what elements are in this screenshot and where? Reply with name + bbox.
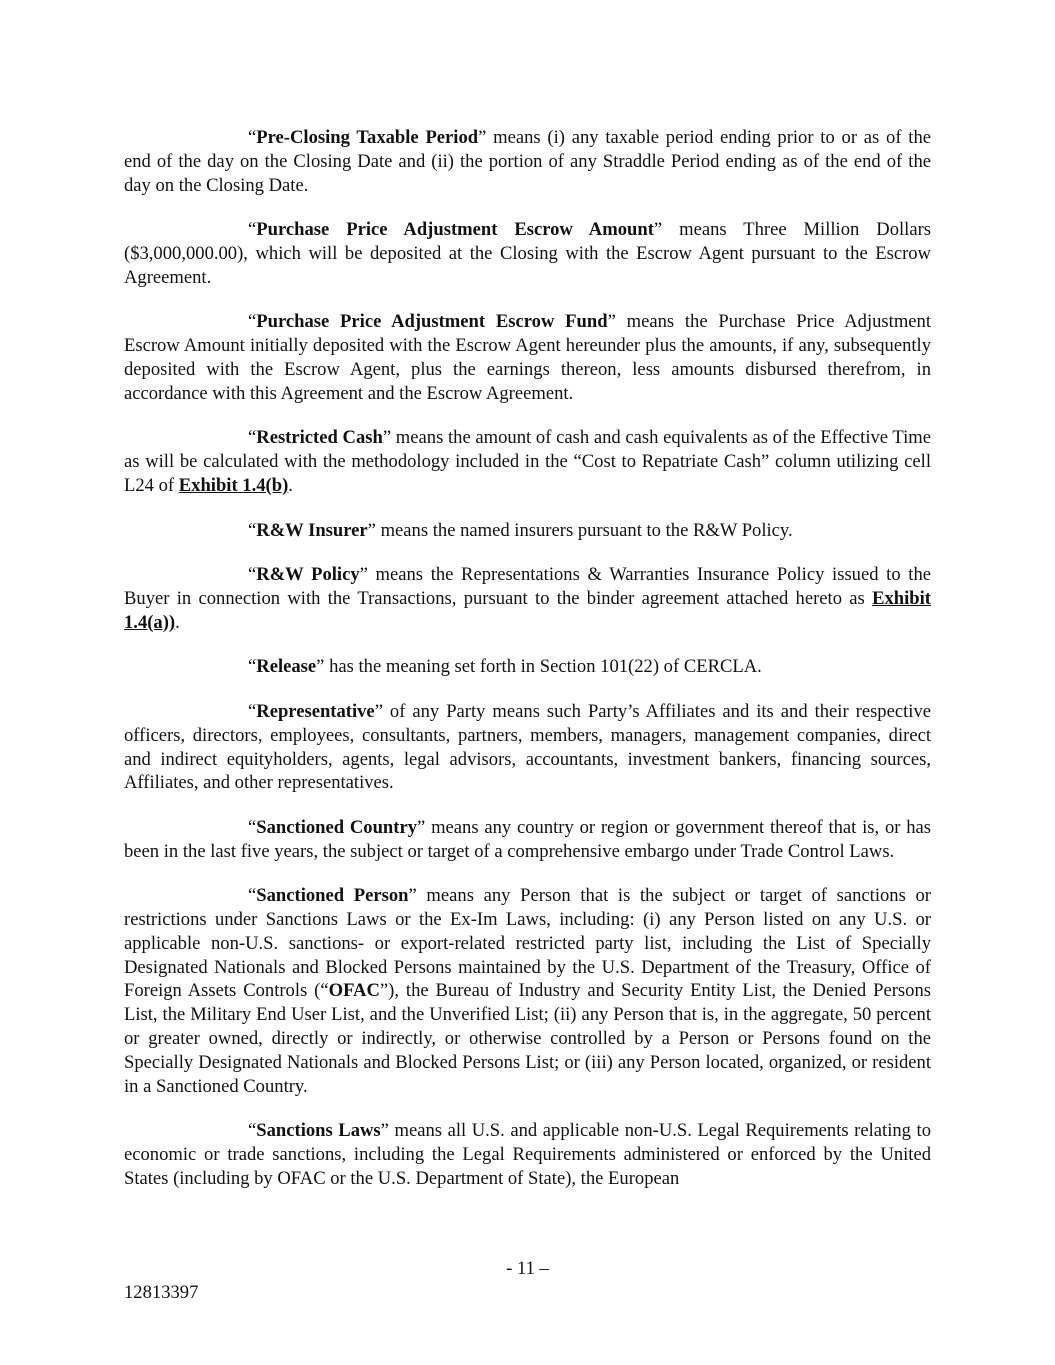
- definition-representative: “Representative” of any Party means such Party’s Affiliates and its and their respective officers, directors, employees, consultants, partners, members, managers, management companies, direct and indirect equityholders, agents, legal advisors, accountants, investment bankers, financing sources, Affiliates, and other representatives.: [124, 700, 931, 794]
- definition-ppa-escrow-amount: “Purchase Price Adjustment Escrow Amount” means Three Million Dollars ($3,000,000.00), which will be deposited at the Closing with the Escrow Agent pursuant to the Escrow Agreement.: [124, 219, 931, 288]
- defined-term: Restricted Cash: [256, 427, 383, 449]
- document-id: 12813397: [124, 1282, 199, 1303]
- definition-sanctioned-person: “Sanctioned Person” means any Person that is the subject or target of sanctions or restrictions under Sanctions Laws or the Ex-Im Laws, including: (i) any Person listed on any U.S. or applicable non-U.S. sanctions- or export-related restricted party list, including the List of Specially Designated Nationals and Blocked Persons maintained by the U.S. Department of the Treasury, Office of Foreign Assets Controls (“OFAC”), the Bureau of Industry and Security Entity List, the Denied Persons List, the Military End User List, and the Unverified List; (ii) any Person that is, in the aggregate, 50 percent or greater owned, directly or indirectly, or otherwise controlled by a Person or Persons found on the Specially Designated Nationals and Blocked Persons List; or (iii) any Person located, organized, or resident in a Sanctioned Country.: [124, 885, 931, 1097]
- definition-rw-insurer: “R&W Insurer” means the named insurers pursuant to the R&W Policy.: [248, 519, 793, 541]
- defined-term: Sanctioned Person: [256, 885, 409, 907]
- defined-term: R&W Policy: [256, 564, 360, 586]
- defined-term: Sanctioned Country: [256, 816, 418, 838]
- definition-text: means the Representations & Warranties Insurance Policy issued to the Buyer in connection with the Transactions, pursuant to the binder agreement attached hereto as: [124, 564, 931, 609]
- definition-text: means the named insurers pursuant to the R&W Policy.: [375, 519, 793, 541]
- definition-text: means all U.S. and applicable non-U.S. Legal Requirements relating to economic or trade sanctions, including the Legal Requirements administered or enforced by the United States (including by OFAC or the U.S. Department of State), the European: [124, 1120, 931, 1189]
- definition-text: of any Party means such Party’s Affiliates and its and their respective officers, directors, employees, consultants, partners, members, managers, management companies, direct and indirect equityholders, agents, legal advisors, accountants, investment bankers, financing sources, Affiliates, and other representatives.: [124, 700, 931, 794]
- defined-term: Release: [256, 656, 317, 678]
- definition-text: has the meaning set forth in Section 101(22) of CERCLA.: [324, 656, 762, 678]
- definition-text: means any country or region or government thereof that is, or has been in the last five years, the subject or target of a comprehensive embargo under Trade Control Laws.: [124, 816, 931, 862]
- defined-term: Pre-Closing Taxable Period: [256, 127, 479, 148]
- definition-text: means the Purchase Price Adjustment Escrow Amount initially deposited with the Escrow Agent hereunder plus the amounts, if any, subsequently deposited with the Escrow Agent, plus the earnings thereon, less amounts disbursed therefrom, in accordance with this Agreement and the Escrow Agreement.: [124, 311, 932, 404]
- definition-text: means any Person that is the subject or target of sanctions or restrictions under Sanctions Laws or the Ex-Im Laws, including: (i) any Person listed on any U.S. or applicable non-U.S. sanctions- or export-related restricted party list, including the List of Specially Designated Nationals and Blocked Persons maintained by the U.S. Department of the Treasury, Office of Foreign Assets Controls (“: [124, 885, 931, 1002]
- definition-text: means (i) any taxable period ending prior to or as of the end of the day on the Closing Date and (ii) the portion of any Straddle Period ending as of the end of the day on the Closing Date.: [124, 127, 932, 196]
- definition-text: means Three Million Dollars ($3,000,000.00), which will be deposited at the Closing with the Escrow Agent pursuant to the Escrow Agreement.: [124, 219, 931, 288]
- defined-term: R&W Insurer: [256, 519, 368, 541]
- document-body: [124, 126, 931, 1191]
- defined-term: Sanctions Laws: [256, 1120, 381, 1142]
- defined-term: Representative: [256, 700, 375, 722]
- defined-term: Purchase Price Adjustment Escrow Fund: [256, 311, 608, 333]
- definition-sanctioned-country: “Sanctioned Country” means any country or region or government thereof that is, or has been in the last five years, the subject or target of a comprehensive embargo under Trade Control Laws.: [124, 816, 931, 862]
- page-number: - 11 –: [506, 1258, 549, 1279]
- exhibit-reference: Exhibit 1.4(a)): [124, 587, 931, 633]
- definition-rw-policy: “R&W Policy” means the Representations & Warranties Insurance Policy issued to the Buyer in connection with the Transactions, pursuant to the binder agreement attached hereto as Exhibit 1.4(a)).: [124, 564, 931, 633]
- definition-text: means the amount of cash and cash equivalents as of the Effective Time as will be calculated with the methodology included in the “Cost to Repatriate Cash” column utilizing cell L24 of: [124, 427, 932, 496]
- definition-ppa-escrow-fund: “Purchase Price Adjustment Escrow Fund” means the Purchase Price Adjustment Escrow Amount initially deposited with the Escrow Agent hereunder plus the amounts, if any, subsequently deposited with the Escrow Agent, plus the earnings thereon, less amounts disbursed therefrom, in accordance with this Agreement and the Escrow Agreement.: [124, 311, 932, 404]
- definition-pre-closing-taxable-period: “Pre-Closing Taxable Period” means (i) any taxable period ending prior to or as of the end of the day on the Closing Date and (ii) the portion of any Straddle Period ending as of the end of the day on the Closing Date.: [124, 127, 932, 196]
- exhibit-reference: Exhibit 1.4(b): [178, 474, 289, 496]
- definition-release: “Release” has the meaning set forth in Section 101(22) of CERCLA.: [248, 656, 762, 678]
- defined-term: Purchase Price Adjustment Escrow Amount: [256, 219, 654, 241]
- definition-restricted-cash: “Restricted Cash” means the amount of cash and cash equivalents as of the Effective Time as will be calculated with the methodology included in the “Cost to Repatriate Cash” column utilizing cell L24 of Exhibit 1.4(b).: [124, 427, 932, 496]
- inline-defined-term: OFAC: [328, 980, 380, 1002]
- definition-sanctions-laws: “Sanctions Laws” means all U.S. and applicable non-U.S. Legal Requirements relating to economic or trade sanctions, including the Legal Requirements administered or enforced by the United States (including by OFAC or the U.S. Department of State), the European: [124, 1120, 931, 1189]
